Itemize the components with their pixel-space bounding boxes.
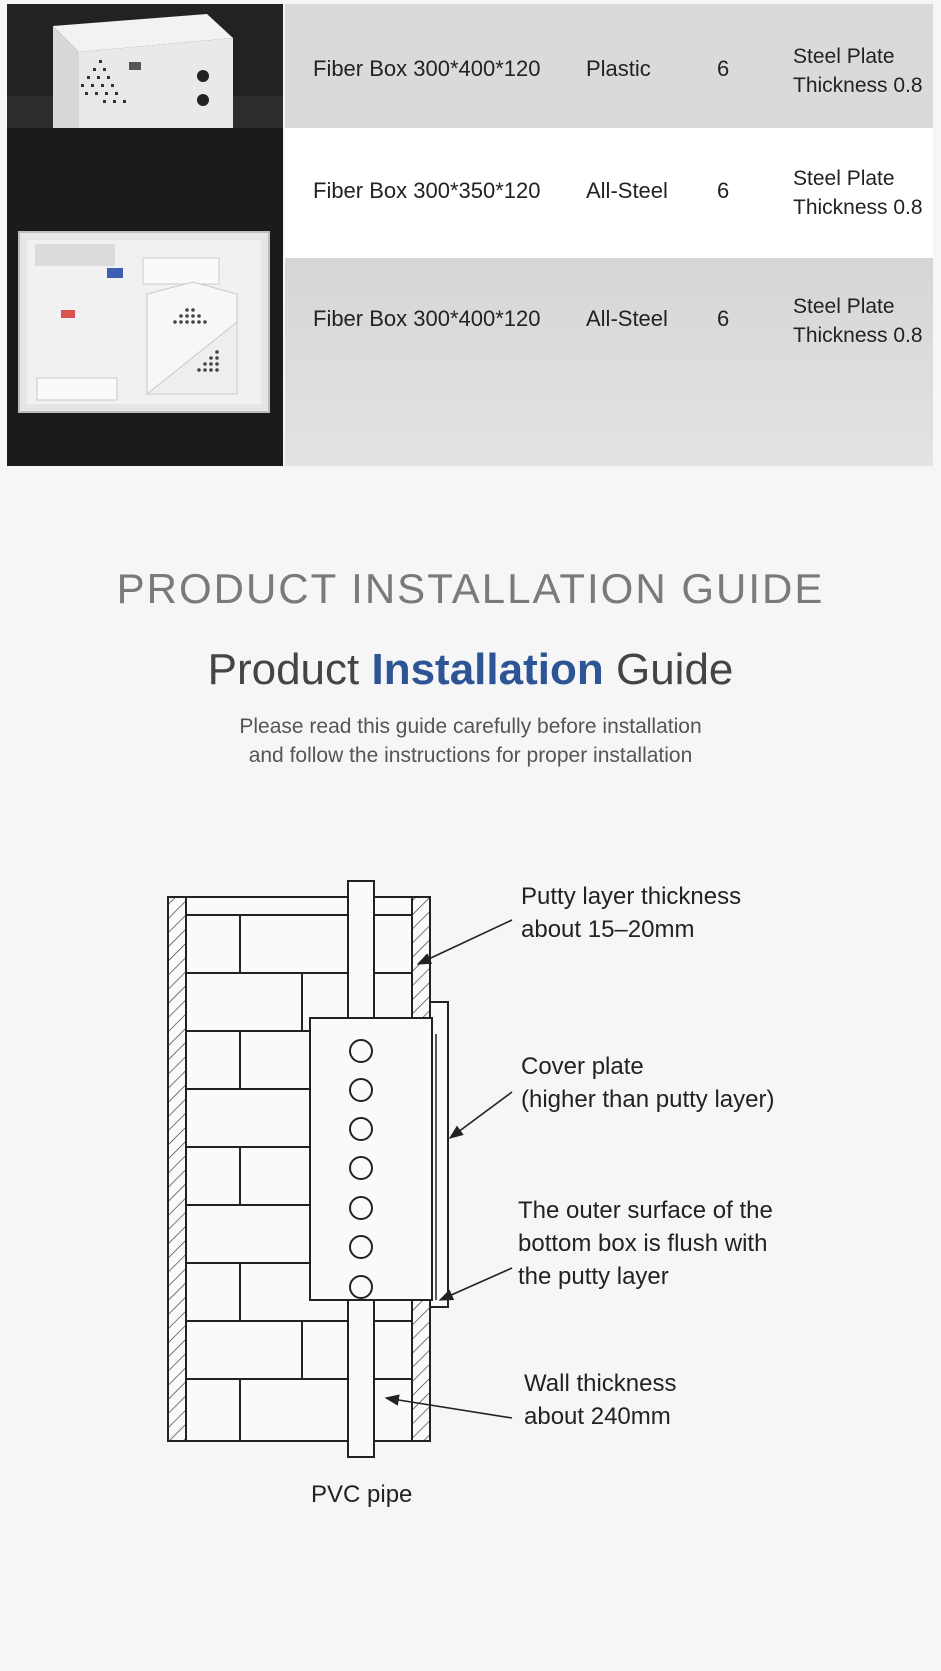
spec-line: Steel Plate <box>793 45 895 68</box>
product-spec <box>793 164 923 222</box>
product-name: Fiber Box 300*400*120 <box>313 306 541 331</box>
heading-accent: Installation <box>371 645 604 694</box>
intro-text <box>0 712 941 770</box>
label-line: The outer surface of the <box>518 1197 773 1224</box>
product-name: Fiber Box 300*400*120 <box>313 56 541 81</box>
label-line: Wall thickness <box>524 1370 677 1397</box>
section-title: PRODUCT INSTALLATION GUIDE <box>116 565 825 612</box>
page-heading <box>0 645 941 695</box>
product-quantity: 6 <box>717 306 730 331</box>
product-material: Plastic <box>586 56 651 81</box>
bottom-box <box>310 1018 432 1300</box>
product-spec <box>793 292 923 350</box>
spec-line: Thickness 0.8 <box>793 324 923 347</box>
flush-label <box>518 1194 773 1293</box>
product-quantity: 6 <box>717 56 730 81</box>
label-line: the putty layer <box>518 1263 669 1290</box>
label-line: (higher than putty layer) <box>521 1086 775 1113</box>
spec-line: Thickness 0.8 <box>793 196 923 219</box>
wall-cross-section <box>0 860 941 1540</box>
installation-diagram <box>0 860 941 1540</box>
intro-line: and follow the instructions for proper installation <box>248 744 693 767</box>
heading-pre: Product <box>207 645 360 694</box>
heading-post: Guide <box>615 645 734 694</box>
label-line: Putty layer thickness <box>521 883 742 910</box>
wall-label <box>524 1367 676 1433</box>
product-image <box>7 4 283 128</box>
label-line: Cover plate <box>521 1053 644 1080</box>
label-line: bottom box is flush with <box>518 1230 768 1257</box>
putty-label <box>521 880 741 946</box>
spec-line: Thickness 0.8 <box>793 74 923 97</box>
product-name: Fiber Box 300*350*120 <box>313 178 541 203</box>
product-spec <box>793 42 923 100</box>
putty-arrow <box>418 920 512 964</box>
product-material: All-Steel <box>586 178 668 203</box>
product-table <box>7 4 933 466</box>
cover-arrow <box>450 1092 512 1138</box>
product-row <box>7 4 933 128</box>
spec-line: Steel Plate <box>793 167 895 190</box>
cover-label <box>521 1050 774 1116</box>
label-line: about 15–20mm <box>521 916 695 943</box>
product-quantity: 6 <box>717 178 730 203</box>
pvc-pipe-label: PVC pipe <box>311 1481 413 1508</box>
flush-arrow <box>440 1268 512 1300</box>
spec-line: Steel Plate <box>793 295 895 318</box>
intro-line: Please read this guide carefully before installation <box>239 715 702 738</box>
label-line: about 240mm <box>524 1403 671 1430</box>
product-material: All-Steel <box>586 306 668 331</box>
steel-box-image <box>7 182 283 466</box>
